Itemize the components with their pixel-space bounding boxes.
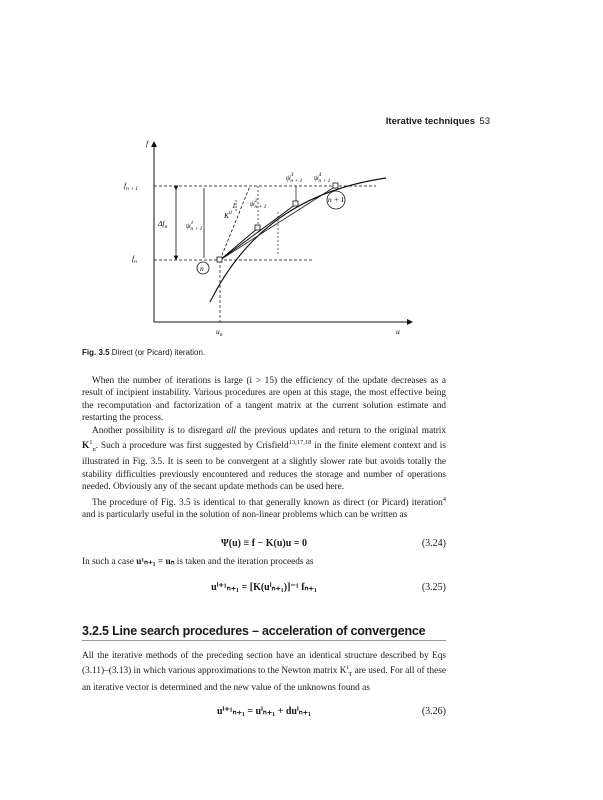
- node-point-c: [333, 183, 338, 188]
- node-point-n: [217, 257, 222, 262]
- caption-text: Direct (or Picard) iteration.: [111, 348, 206, 357]
- equation-3-24: Ψ(u) ≡ f − K(u)u = 0 (3.24): [220, 538, 446, 549]
- f-axis-label: f: [146, 139, 149, 148]
- body-text-2: [82, 556, 446, 568]
- paragraph-4: In such a case u¹ₙ₊₁ = uₙ is taken and the iteration proceeds as: [82, 557, 314, 567]
- f-n-label: $f_n$: [132, 254, 137, 265]
- node-n-label: n: [200, 264, 204, 273]
- figure-3-5: [110, 132, 430, 342]
- paragraph-3: The procedure of Fig. 3.5 is identical to that generally known as direct (or Picard) iteration$^4$ and is particularly useful in the solution of non-linear problems which can be written as: [82, 495, 446, 521]
- running-header: [0, 116, 603, 130]
- caption-label: Fig. 3.5: [82, 348, 110, 357]
- equation-3-25: uⁱ⁺¹ₙ₊₁ = [K(uⁱₙ₊₁)]⁻¹ fₙ₊₁ (3.25): [211, 582, 446, 593]
- page-number: 53: [479, 116, 490, 127]
- psi1-label: $\psi^1$ n + 1: [186, 220, 203, 232]
- body-text-3: [82, 650, 446, 694]
- psi3-label: $\psi^3$ n + 1: [286, 172, 303, 184]
- one-label: 1: [232, 201, 236, 210]
- psi2-label: $\psi^2$ n + 1: [250, 198, 267, 210]
- response-curve: [210, 178, 386, 302]
- node-point-a: [255, 225, 260, 230]
- delta-f-label: $\Delta f_n$: [158, 219, 168, 230]
- paragraph-2: Another possibility is to disregard all the previous updates and return to the original matrix $K^1_n$. Such a procedure was first suggested by Crisfield$^{13,17,18}$ in the finite element context and is illustrated in Fig. 3.5. It is seen to be convergent at a slightly slower rate but avoids totally the stability difficulties previously encountered and reduces the storage and number of operations needed. Obviously any of the secant update methods can be used here.: [82, 425, 447, 493]
- paragraph-5: All the iterative methods of the preceding section have an identical structure described by Eqs (3.11)–(3.13) in which various approximations to the Newton matrix $K^i_T$ are used. For all of these an iterative vector is determined and the new value of the unknowns found as: [82, 651, 447, 693]
- paragraph-1: When the number of iterations is large (i > 15) the efficiency of the update decreases as a result of incipient instability. Various procedures are open at this stage, the most effective being the recomputation and factorization of a tangent matrix at the current solution estimate and restarting the process.: [82, 376, 446, 424]
- node-n1-label: n + 1: [328, 195, 345, 204]
- header-title: Iterative techniques: [385, 116, 475, 127]
- body-text-1: [82, 375, 446, 522]
- node-point-b: [293, 201, 298, 206]
- u-axis-label: u: [396, 327, 400, 336]
- equation-3-26: uⁱ⁺¹ₙ₊₁ = uⁱₙ₊₁ + duⁱₙ₊₁ (3.26): [216, 706, 446, 717]
- figure-caption: [82, 348, 205, 357]
- f-n1-label: $f_{n + 1}$: [124, 181, 139, 192]
- u-n-label: $u_n$: [216, 327, 223, 338]
- psi4-label: $\psi^4$ n + 1: [314, 172, 331, 184]
- k0-label: $K^0$: [224, 210, 232, 220]
- section-heading: 3.2.5 Line search procedures – acceleration of convergence: [82, 624, 446, 641]
